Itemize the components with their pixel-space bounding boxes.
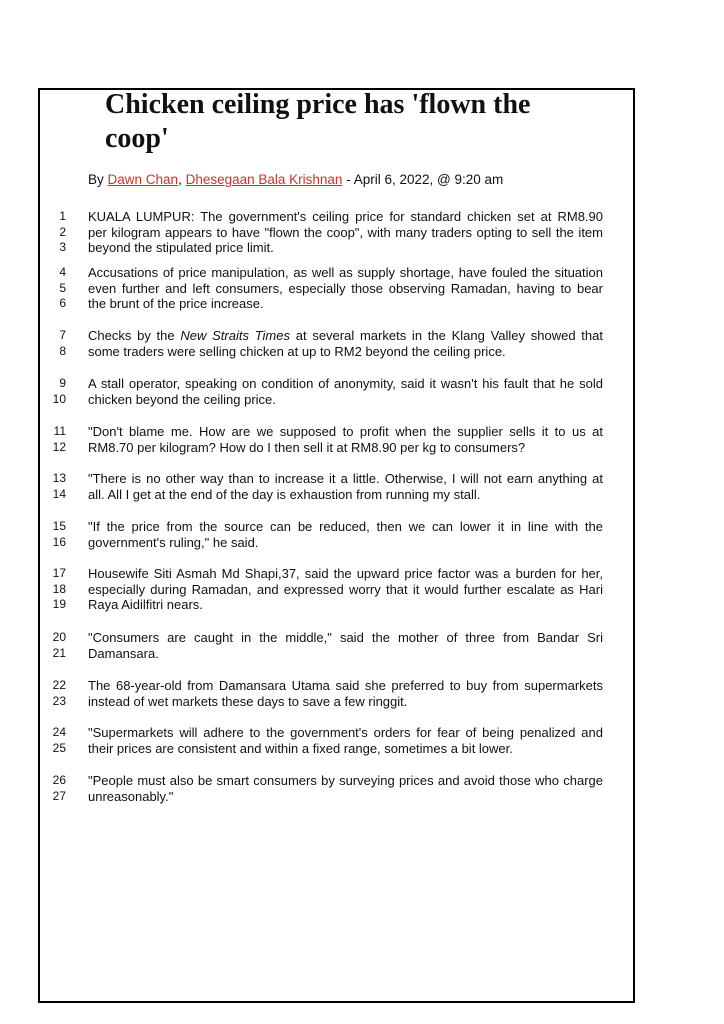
line-number: 26 <box>52 773 66 787</box>
text-line <box>50 209 606 225</box>
text-line <box>50 281 606 297</box>
line-text: Damansara. <box>88 645 159 661</box>
byline-separator: , <box>178 172 186 187</box>
paragraph-9 <box>50 630 606 661</box>
byline <box>88 172 503 188</box>
line-number: 27 <box>52 788 66 803</box>
line-text: beyond the stipulated price limit. <box>88 240 274 256</box>
line-text: the brunt of the price increase. <box>88 296 264 312</box>
line-number: 7 <box>59 328 66 342</box>
text-line <box>50 741 606 757</box>
line-text: unreasonably." <box>88 788 174 804</box>
paragraph-7 <box>50 519 606 550</box>
line-text: some traders were selling chicken at up to RM2 beyond the ceiling price. <box>88 343 506 359</box>
paragraph-5 <box>50 424 606 455</box>
author-link-dawn-chan[interactable]: Dawn Chan <box>107 172 179 187</box>
line-text: Housewife Siti Asmah Md Shapi,37, said the upward price factor was a burden for her, <box>88 566 603 581</box>
line-number: 14 <box>52 486 66 501</box>
line-number: 6 <box>59 296 66 311</box>
line-number: 20 <box>52 630 66 644</box>
paragraph-10 <box>50 678 606 709</box>
line-text: The 68-year-old from Damansara Utama said she preferred to buy from supermarkets <box>88 678 603 693</box>
line-text: RM8.70 per kilogram? How do I then sell it at RM8.90 per kg to consumers? <box>88 439 526 455</box>
line-text <box>88 328 603 344</box>
line-text: their prices are consistent and within a fixed range, sometimes a bit lower. <box>88 740 513 756</box>
text-line <box>50 265 606 281</box>
line-number: 17 <box>52 566 66 580</box>
text-line <box>50 240 606 256</box>
byline-prefix: By <box>88 172 108 187</box>
line-text: especially during Ramadan, and expressed worry that it would further escalate as Hari <box>88 581 603 597</box>
line-number: 4 <box>59 265 66 279</box>
line-number: 21 <box>52 645 66 660</box>
line-text: all. All I get at the end of the day is exhaustion from running my stall. <box>88 486 481 502</box>
text-line <box>50 582 606 598</box>
text-line <box>50 535 606 551</box>
paragraph-4 <box>50 376 606 407</box>
text-line <box>50 471 606 487</box>
text-line <box>50 597 606 613</box>
line-number: 24 <box>52 725 66 739</box>
line-text: Raya Aidilfitri nears. <box>88 597 203 613</box>
line-text: "Consumers are caught in the middle," said the mother of three from Bandar Sri <box>88 630 603 645</box>
line-number: 13 <box>52 471 66 485</box>
line-7-prefix: Checks by the <box>88 328 181 343</box>
line-number: 2 <box>59 224 66 239</box>
text-line <box>50 678 606 694</box>
text-line <box>50 789 606 805</box>
line-number: 1 <box>59 209 66 223</box>
paragraph-11 <box>50 725 606 756</box>
line-text: "People must also be smart consumers by surveying prices and avoid those who charge <box>88 773 603 788</box>
line-text: per kilogram appears to have "flown the coop", with many traders opting to sell the item <box>88 224 603 240</box>
paragraph-1 <box>50 209 606 256</box>
text-line <box>50 630 606 646</box>
line-text: instead of wet markets these days to save a few ringgit. <box>88 693 408 709</box>
line-number: 10 <box>52 391 66 406</box>
text-line <box>50 296 606 312</box>
line-number: 11 <box>53 424 66 438</box>
line-text: government's ruling," he said. <box>88 534 259 550</box>
line-number: 12 <box>52 439 66 454</box>
paragraph-2 <box>50 265 606 312</box>
paragraph-12 <box>50 773 606 804</box>
line-number: 9 <box>59 376 66 390</box>
paragraph-3 <box>50 328 606 359</box>
line-number: 5 <box>59 280 66 295</box>
line-number: 23 <box>52 693 66 708</box>
line-number: 3 <box>59 240 66 255</box>
text-line <box>50 424 606 440</box>
publication-name: New Straits Times <box>180 328 290 343</box>
text-line <box>50 646 606 662</box>
text-line <box>50 328 606 344</box>
text-line <box>50 487 606 503</box>
text-line <box>50 392 606 408</box>
line-number: 16 <box>52 534 66 549</box>
text-line <box>50 694 606 710</box>
paragraph-6 <box>50 471 606 502</box>
article-headline: Chicken ceiling price has 'flown the coop' <box>105 89 531 154</box>
line-text: KUALA LUMPUR: The government's ceiling price for standard chicken set at RM8.90 <box>88 209 603 224</box>
line-number: 15 <box>52 519 66 533</box>
text-line <box>50 225 606 241</box>
line-number: 8 <box>59 343 66 358</box>
text-line <box>50 376 606 392</box>
text-line <box>50 440 606 456</box>
line-number: 18 <box>52 581 66 596</box>
line-text: "There is no other way than to increase it a little. Otherwise, I will not earn anything at <box>88 471 603 486</box>
line-text: even further and left consumers, especially those observing Ramadan, having to bear <box>88 280 603 296</box>
line-number: 19 <box>52 597 66 612</box>
text-line <box>50 344 606 360</box>
paragraph-8 <box>50 566 606 613</box>
line-text: "Don't blame me. How are we supposed to profit when the supplier sells it to us at <box>88 424 603 439</box>
line-text: A stall operator, speaking on condition of anonymity, said it wasn't his fault that he sold <box>88 376 603 391</box>
line-number: 25 <box>52 740 66 755</box>
byline-dateline: - April 6, 2022, @ 9:20 am <box>342 172 504 187</box>
line-text: Accusations of price manipulation, as well as supply shortage, have fouled the situation <box>88 265 603 280</box>
text-line <box>50 566 606 582</box>
text-line <box>50 725 606 741</box>
author-link-dhesegaan[interactable]: Dhesegaan Bala Krishnan <box>185 172 343 187</box>
line-7-rest: at several markets in the Klang Valley showed that <box>295 328 603 343</box>
line-number: 22 <box>52 678 66 692</box>
line-text: "Supermarkets will adhere to the government's orders for fear of being penalized and <box>88 725 603 740</box>
text-line <box>50 773 606 789</box>
text-line <box>50 519 606 535</box>
line-text: chicken beyond the ceiling price. <box>88 391 276 407</box>
line-text: "If the price from the source can be reduced, then we can lower it in line with the <box>88 519 603 534</box>
